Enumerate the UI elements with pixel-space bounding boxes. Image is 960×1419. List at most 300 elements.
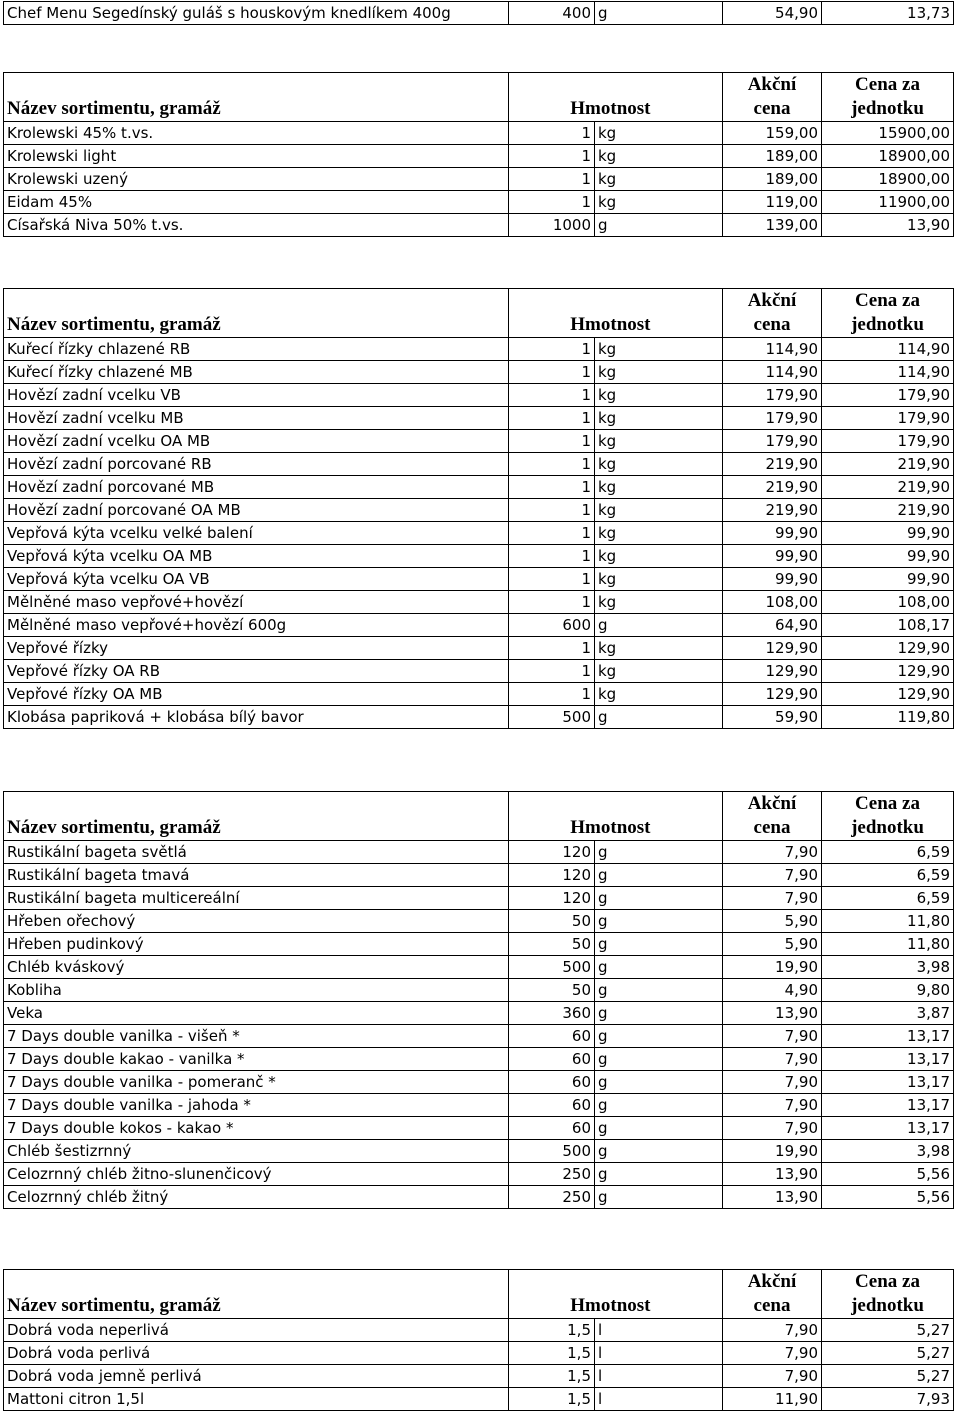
header-price-line2: cena: [753, 817, 791, 838]
product-price: 7,90: [723, 864, 822, 887]
product-name: Rustikální bageta tmavá: [4, 864, 509, 887]
product-name: Vepřová kýta vcelku velké balení: [4, 522, 509, 545]
product-qty: 1: [509, 145, 595, 168]
product-unit: kg: [595, 545, 723, 568]
product-name: Vepřová kýta vcelku OA VB: [4, 568, 509, 591]
product-unit-price: 3,87: [822, 1002, 954, 1025]
product-unit-price: 179,90: [822, 384, 954, 407]
product-name: Dobrá voda neperlivá: [4, 1319, 509, 1342]
product-unit: kg: [595, 522, 723, 545]
product-name: Kuřecí řízky chlazené RB: [4, 338, 509, 361]
product-qty: 1: [509, 191, 595, 214]
product-qty: 360: [509, 1002, 595, 1025]
product-qty: 1: [509, 591, 595, 614]
header-name: Název sortimentu, gramáž: [4, 1270, 509, 1319]
product-unit: g: [595, 841, 723, 864]
product-price: 179,90: [723, 384, 822, 407]
header-weight: [509, 289, 651, 338]
product-unit-price: 108,17: [822, 614, 954, 637]
product-qty: 60: [509, 1025, 595, 1048]
product-unit: kg: [595, 191, 723, 214]
product-unit: kg: [595, 145, 723, 168]
header-weight: [509, 73, 651, 122]
table-header-row: [4, 792, 954, 841]
product-unit-price: 99,90: [822, 522, 954, 545]
product-price: 7,90: [723, 887, 822, 910]
table-row: [4, 168, 954, 191]
product-name: Veka: [4, 1002, 509, 1025]
product-qty: 120: [509, 887, 595, 910]
product-unit: kg: [595, 361, 723, 384]
product-price: 219,90: [723, 499, 822, 522]
product-name: Kobliha: [4, 979, 509, 1002]
product-qty: 250: [509, 1163, 595, 1186]
product-unit: kg: [595, 338, 723, 361]
table-row: [4, 637, 954, 660]
product-qty: 1: [509, 430, 595, 453]
header-name: Název sortimentu, gramáž: [4, 792, 509, 841]
product-unit-price: 3,98: [822, 1140, 954, 1163]
header-unit-price-line1: Cena za: [855, 793, 920, 814]
table-row: [4, 1186, 954, 1209]
table-row: [4, 1319, 954, 1342]
product-unit: g: [595, 706, 723, 729]
header-price-line1: Akční: [747, 290, 797, 311]
product-unit-price: 6,59: [822, 841, 954, 864]
product-unit: g: [595, 1094, 723, 1117]
product-unit: g: [595, 1002, 723, 1025]
product-name: Vepřové řízky: [4, 637, 509, 660]
table-row: [4, 407, 954, 430]
product-qty: 600: [509, 614, 595, 637]
product-unit: kg: [595, 568, 723, 591]
product-name: Hřeben ořechový: [4, 910, 509, 933]
product-unit-price: 119,80: [822, 706, 954, 729]
table-row: [4, 841, 954, 864]
table-row: [4, 1163, 954, 1186]
product-unit: l: [595, 1388, 723, 1411]
product-qty: 1: [509, 522, 595, 545]
product-price: 19,90: [723, 1140, 822, 1163]
table-row: [4, 887, 954, 910]
product-qty: 400: [509, 2, 595, 25]
product-name: Císařská Niva 50% t.vs.: [4, 214, 509, 237]
table-row: [4, 910, 954, 933]
product-price: 114,90: [723, 361, 822, 384]
product-unit-price: 9,80: [822, 979, 954, 1002]
product-unit: g: [595, 1186, 723, 1209]
product-price: 54,90: [723, 2, 822, 25]
table-row: [4, 1048, 954, 1071]
product-unit-price: 108,00: [822, 591, 954, 614]
product-price: 5,90: [723, 933, 822, 956]
table-row: [4, 979, 954, 1002]
product-unit-price: 18900,00: [822, 145, 954, 168]
table-row: [4, 499, 954, 522]
product-price: 189,00: [723, 145, 822, 168]
table-row: [4, 338, 954, 361]
section-table: [3, 288, 954, 729]
product-name: Chléb šestizrnný: [4, 1140, 509, 1163]
table-row: [4, 545, 954, 568]
header-unit-price: [822, 289, 954, 338]
table-header-row: [4, 1270, 954, 1319]
product-unit-price: 114,90: [822, 361, 954, 384]
product-price: 7,90: [723, 1071, 822, 1094]
table-row: [4, 1117, 954, 1140]
product-name: Krolewski uzený: [4, 168, 509, 191]
product-price: 189,00: [723, 168, 822, 191]
product-qty: 1: [509, 384, 595, 407]
header-unit-price-line1: Cena za: [855, 1271, 920, 1292]
product-unit-price: 219,90: [822, 476, 954, 499]
product-name: Chef Menu Segedínský guláš s houskovým knedlíkem 400g: [4, 2, 509, 25]
product-qty: 1: [509, 407, 595, 430]
product-qty: 1000: [509, 214, 595, 237]
product-price: 4,90: [723, 979, 822, 1002]
product-unit: kg: [595, 660, 723, 683]
header-price-line2: cena: [753, 314, 791, 335]
product-unit-price: 99,90: [822, 568, 954, 591]
product-qty: 1,5: [509, 1319, 595, 1342]
product-unit: l: [595, 1319, 723, 1342]
product-unit: g: [595, 1025, 723, 1048]
product-unit-price: 15900,00: [822, 122, 954, 145]
product-name: Dobrá voda jemně perlivá: [4, 1365, 509, 1388]
section-table: [3, 1269, 954, 1411]
product-unit: g: [595, 933, 723, 956]
product-unit-price: 11900,00: [822, 191, 954, 214]
product-qty: 50: [509, 910, 595, 933]
header-price: [723, 792, 822, 841]
product-qty: 1: [509, 637, 595, 660]
table-row: [4, 1342, 954, 1365]
product-unit-price: 13,17: [822, 1117, 954, 1140]
product-name: Vepřové řízky OA MB: [4, 683, 509, 706]
table-row: [4, 453, 954, 476]
product-price: 5,90: [723, 910, 822, 933]
product-unit: g: [595, 979, 723, 1002]
header-price: [723, 1270, 822, 1319]
header-weight-label: Hmotnost: [570, 98, 651, 119]
table-row: [4, 568, 954, 591]
header-price-line1: Akční: [747, 793, 797, 814]
table-row: [4, 145, 954, 168]
product-price: 19,90: [723, 956, 822, 979]
table-row: [4, 933, 954, 956]
header-weight: [509, 792, 651, 841]
table-row: [4, 2, 954, 25]
product-unit-price: 13,17: [822, 1048, 954, 1071]
header-price-line1: Akční: [747, 1271, 797, 1292]
product-name: Mattoni citron 1,5l: [4, 1388, 509, 1411]
product-name: Krolewski 45% t.vs.: [4, 122, 509, 145]
product-name: Chléb kváskový: [4, 956, 509, 979]
product-qty: 500: [509, 706, 595, 729]
product-unit-price: 13,17: [822, 1071, 954, 1094]
product-qty: 1: [509, 683, 595, 706]
product-name: Celozrnný chléb žitný: [4, 1186, 509, 1209]
product-name: Hovězí zadní porcované OA MB: [4, 499, 509, 522]
product-price: 129,90: [723, 637, 822, 660]
table-row: [4, 214, 954, 237]
product-qty: 500: [509, 956, 595, 979]
product-price: 59,90: [723, 706, 822, 729]
product-price: 159,00: [723, 122, 822, 145]
product-name: Krolewski light: [4, 145, 509, 168]
product-price: 99,90: [723, 522, 822, 545]
product-unit-price: 13,73: [822, 2, 954, 25]
header-weight-label: Hmotnost: [570, 817, 651, 838]
header-price-line1: Akční: [747, 74, 797, 95]
product-price: 7,90: [723, 1094, 822, 1117]
product-price: 64,90: [723, 614, 822, 637]
product-qty: 60: [509, 1071, 595, 1094]
product-price: 179,90: [723, 430, 822, 453]
product-unit-price: 129,90: [822, 683, 954, 706]
product-price: 139,00: [723, 214, 822, 237]
product-qty: 1: [509, 453, 595, 476]
product-unit-price: 6,59: [822, 864, 954, 887]
product-name: Mělněné maso vepřové+hovězí 600g: [4, 614, 509, 637]
header-unit-price-line2: jednotku: [851, 314, 924, 335]
product-unit: g: [595, 1140, 723, 1163]
product-unit-price: 219,90: [822, 453, 954, 476]
table-row: [4, 864, 954, 887]
product-qty: 120: [509, 841, 595, 864]
table-row: [4, 1025, 954, 1048]
product-price: 13,90: [723, 1186, 822, 1209]
product-name: 7 Days double kokos - kakao *: [4, 1117, 509, 1140]
product-price: 7,90: [723, 1117, 822, 1140]
product-unit-price: 179,90: [822, 430, 954, 453]
product-unit: kg: [595, 453, 723, 476]
table-row: [4, 476, 954, 499]
product-unit: l: [595, 1342, 723, 1365]
table-row: [4, 1140, 954, 1163]
product-unit: kg: [595, 407, 723, 430]
product-unit-price: 13,17: [822, 1094, 954, 1117]
product-price: 129,90: [723, 683, 822, 706]
table-row: [4, 683, 954, 706]
product-price: 7,90: [723, 841, 822, 864]
product-name: Rustikální bageta multicereální: [4, 887, 509, 910]
product-unit: g: [595, 910, 723, 933]
product-unit-price: 179,90: [822, 407, 954, 430]
product-unit: kg: [595, 476, 723, 499]
product-qty: 500: [509, 1140, 595, 1163]
header-name: Název sortimentu, gramáž: [4, 73, 509, 122]
product-name: Hovězí zadní porcované MB: [4, 476, 509, 499]
table-row: [4, 430, 954, 453]
product-unit-price: 18900,00: [822, 168, 954, 191]
header-unit-price-line1: Cena za: [855, 290, 920, 311]
product-unit: g: [595, 214, 723, 237]
table-row: [4, 1388, 954, 1411]
table-header-row: [4, 73, 954, 122]
header-weight-label: Hmotnost: [570, 314, 651, 335]
product-unit: g: [595, 864, 723, 887]
product-name: Eidam 45%: [4, 191, 509, 214]
product-unit: kg: [595, 122, 723, 145]
product-name: Mělněné maso vepřové+hovězí: [4, 591, 509, 614]
product-unit: g: [595, 1117, 723, 1140]
product-unit-price: 7,93: [822, 1388, 954, 1411]
product-unit: kg: [595, 683, 723, 706]
product-qty: 50: [509, 933, 595, 956]
product-unit: g: [595, 2, 723, 25]
header-price-line2: cena: [753, 1295, 791, 1316]
product-price: 108,00: [723, 591, 822, 614]
product-price: 219,90: [723, 476, 822, 499]
header-unit-price-line1: Cena za: [855, 74, 920, 95]
product-qty: 1: [509, 338, 595, 361]
product-qty: 50: [509, 979, 595, 1002]
product-unit-price: 5,27: [822, 1342, 954, 1365]
product-name: Klobása papriková + klobása bílý bavor: [4, 706, 509, 729]
top-table: [3, 1, 954, 25]
product-name: 7 Days double vanilka - pomeranč *: [4, 1071, 509, 1094]
product-unit: g: [595, 1163, 723, 1186]
table-row: [4, 1365, 954, 1388]
table-row: [4, 384, 954, 407]
product-price: 7,90: [723, 1365, 822, 1388]
product-unit: g: [595, 956, 723, 979]
product-name: Vepřová kýta vcelku OA MB: [4, 545, 509, 568]
product-name: Vepřové řízky OA RB: [4, 660, 509, 683]
product-price: 7,90: [723, 1025, 822, 1048]
header-unit-price-line2: jednotku: [851, 98, 924, 119]
header-weight: [509, 1270, 651, 1319]
table-row: [4, 614, 954, 637]
product-name: Hřeben pudinkový: [4, 933, 509, 956]
product-qty: 250: [509, 1186, 595, 1209]
table-row: [4, 706, 954, 729]
product-name: Hovězí zadní vcelku OA MB: [4, 430, 509, 453]
table-row: [4, 1002, 954, 1025]
product-price: 129,90: [723, 660, 822, 683]
product-price: 7,90: [723, 1319, 822, 1342]
header-unit-price: [822, 792, 954, 841]
table-row: [4, 191, 954, 214]
table-row: [4, 522, 954, 545]
product-unit-price: 3,98: [822, 956, 954, 979]
product-unit: kg: [595, 430, 723, 453]
product-price: 179,90: [723, 407, 822, 430]
product-unit-price: 5,27: [822, 1319, 954, 1342]
table-header-row: [4, 289, 954, 338]
table-row: [4, 956, 954, 979]
product-price: 114,90: [723, 338, 822, 361]
product-qty: 1: [509, 545, 595, 568]
header-price: [723, 73, 822, 122]
header-name: Název sortimentu, gramáž: [4, 289, 509, 338]
product-price: 119,00: [723, 191, 822, 214]
product-name: 7 Days double vanilka - višeň *: [4, 1025, 509, 1048]
product-price: 13,90: [723, 1002, 822, 1025]
product-qty: 1: [509, 168, 595, 191]
product-unit: kg: [595, 384, 723, 407]
product-unit-price: 114,90: [822, 338, 954, 361]
product-price: 7,90: [723, 1342, 822, 1365]
header-unit-price-line2: jednotku: [851, 817, 924, 838]
product-unit-price: 219,90: [822, 499, 954, 522]
product-unit: g: [595, 1048, 723, 1071]
product-qty: 1: [509, 499, 595, 522]
product-name: 7 Days double kakao - vanilka *: [4, 1048, 509, 1071]
product-price: 99,90: [723, 568, 822, 591]
product-unit-price: 13,90: [822, 214, 954, 237]
product-unit-price: 11,80: [822, 933, 954, 956]
product-unit: kg: [595, 168, 723, 191]
product-qty: 60: [509, 1094, 595, 1117]
table-row: [4, 122, 954, 145]
header-unit-price: [822, 1270, 954, 1319]
product-unit-price: 5,56: [822, 1163, 954, 1186]
product-qty: 1: [509, 476, 595, 499]
product-name: Dobrá voda perlivá: [4, 1342, 509, 1365]
product-qty: 1: [509, 660, 595, 683]
section-table: [3, 791, 954, 1209]
product-price: 11,90: [723, 1388, 822, 1411]
product-unit: g: [595, 614, 723, 637]
header-unit-price: [822, 73, 954, 122]
product-price: 99,90: [723, 545, 822, 568]
product-price: 7,90: [723, 1048, 822, 1071]
product-name: Hovězí zadní vcelku MB: [4, 407, 509, 430]
header-unit-price-line2: jednotku: [851, 1295, 924, 1316]
product-unit-price: 99,90: [822, 545, 954, 568]
header-weight-label: Hmotnost: [570, 1295, 651, 1316]
product-qty: 1,5: [509, 1365, 595, 1388]
table-row: [4, 591, 954, 614]
product-price: 219,90: [723, 453, 822, 476]
product-price: 13,90: [723, 1163, 822, 1186]
product-qty: 60: [509, 1048, 595, 1071]
section-table: [3, 72, 954, 237]
product-unit: kg: [595, 637, 723, 660]
product-name: Rustikální bageta světlá: [4, 841, 509, 864]
product-unit: kg: [595, 499, 723, 522]
table-row: [4, 361, 954, 384]
product-unit: l: [595, 1365, 723, 1388]
product-unit-price: 129,90: [822, 637, 954, 660]
product-qty: 120: [509, 864, 595, 887]
header-price: [723, 289, 822, 338]
product-name: Celozrnný chléb žitno-slunenčicový: [4, 1163, 509, 1186]
product-unit-price: 5,56: [822, 1186, 954, 1209]
product-unit-price: 129,90: [822, 660, 954, 683]
product-unit: kg: [595, 591, 723, 614]
product-qty: 1: [509, 122, 595, 145]
product-qty: 1: [509, 568, 595, 591]
product-unit-price: 5,27: [822, 1365, 954, 1388]
product-qty: 1,5: [509, 1342, 595, 1365]
product-qty: 1,5: [509, 1388, 595, 1411]
product-qty: 60: [509, 1117, 595, 1140]
product-qty: 1: [509, 361, 595, 384]
product-unit-price: 6,59: [822, 887, 954, 910]
table-row: [4, 1071, 954, 1094]
product-name: Kuřecí řízky chlazené MB: [4, 361, 509, 384]
product-name: 7 Days double vanilka - jahoda *: [4, 1094, 509, 1117]
header-price-line2: cena: [753, 98, 791, 119]
product-unit-price: 11,80: [822, 910, 954, 933]
product-unit: g: [595, 1071, 723, 1094]
product-unit: g: [595, 887, 723, 910]
product-name: Hovězí zadní porcované RB: [4, 453, 509, 476]
table-row: [4, 1094, 954, 1117]
